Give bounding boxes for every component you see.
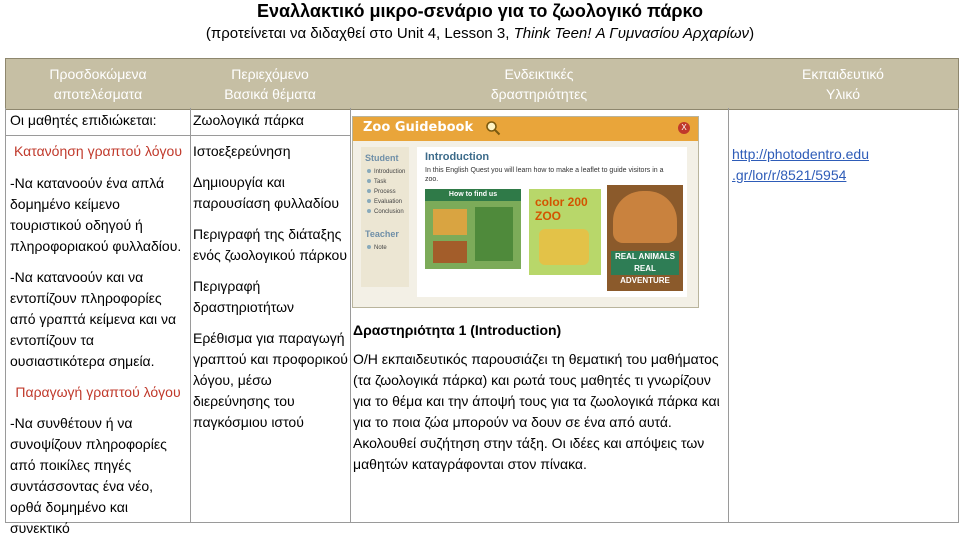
subtitle-book: Think Teen! Α Γυμνασίου Αρχαρίων [513, 25, 750, 42]
photodentro-link[interactable]: http://photodentro.edu .gr/lor/r/8521/5954 [732, 146, 869, 183]
content-item: Ερέθισμα για παραγωγή γραπτού και προφορικού λόγου, μέσω διερεύνησης του παγκόσμιου ιστού [193, 330, 348, 430]
material-cell [732, 144, 952, 186]
leaflet-thumbnail: How to find us [425, 189, 521, 269]
reading-comprehension-heading: Κατανόηση γραπτού λόγου [14, 143, 182, 159]
content-item: Ιστοεξερεύνηση [193, 143, 291, 159]
zoo-guidebook-screenshot [352, 116, 699, 308]
writing-production-heading: Παραγωγή γραπτού λόγου [15, 384, 181, 400]
outcome-text: -Να κατανοούν ένα απλά δομημένο κείμενο τουριστικού οδηγού ή πληροφοριακού φυλλαδίου. [10, 175, 182, 254]
leaflet-thumbnail: color 200 ZOO [529, 189, 601, 275]
content-cell [193, 108, 351, 433]
search-icon [485, 120, 501, 136]
page-subtitle [0, 24, 960, 44]
table-header [5, 58, 959, 110]
header-content: Περιεχόμενο Βασικά θέματα [224, 66, 316, 102]
header-material: Εκπαιδευτικό Υλικό [802, 66, 884, 102]
subtitle-suffix: ) [749, 25, 755, 42]
outcomes-intro: Οι μαθητές επιδιώκεται: [10, 112, 157, 128]
page-title: Εναλλακτικό μικρο-σενάριο για το ζωολογικό πάρκο [257, 1, 703, 21]
header-activities: Ενδεικτικές δραστηριότητες [490, 66, 588, 102]
content-item: Περιγραφή δραστηριοτήτων [193, 278, 295, 315]
close-icon: X [678, 122, 690, 134]
outcome-text: -Να κατανοούν και να εντοπίζουν πληροφορίες από γραπτά κείμενα και να εντοπίζουν τα ουσιαστικότερα σημεία. [10, 269, 177, 369]
expected-outcomes-cell [10, 108, 186, 539]
guidebook-logo: Zoo Guidebook [363, 120, 474, 135]
outcome-text: -Να συνθέτουν ή να συνοψίζουν πληροφορίες από ποικίλες πηγές συντάσσοντας ένα νέο, ορθά δομημένο και συνεκτικό [10, 415, 167, 536]
activity-description: Ο/Η εκπαιδευτικός παρουσιάζει τη θεματική του μαθήματος (τα ζωολογικά πάρκα) και ρωτά τους μαθητές τι γνωρίζουν για το θέμα και την άποψή τους για τα ζωολογικά πάρκα και για το ποια ζώα μπορούν να δουν σε ένα από αυτά. Ακολουθεί συζήτηση στην τάξη. Οι ιδέες και απόψεις των μαθητών καταγράφονται στον πίνακα. [353, 351, 720, 472]
content-item: Περιγραφή της διάταξης ενός ζωολογικού πάρκου [193, 226, 347, 263]
header-expected-outcomes: Προσδοκώμενα αποτελέσματα [49, 66, 147, 102]
guidebook-sidebar: Student Introduction Task Process Evaluation Conclusion Teacher Note [361, 147, 409, 287]
leaflet-thumbnail: REAL ANIMALS REAL ADVENTURE [607, 185, 683, 291]
content-item: Δημιουργία και παρουσίαση φυλλαδίου [193, 174, 340, 211]
activity-title: Δραστηριότητα 1 (Introduction) [353, 322, 562, 338]
subtitle-prefix: (προτείνεται να διδαχθεί στο Unit 4, Lesson 3, [205, 25, 514, 42]
content-topic: Ζωολογικά πάρκα [193, 112, 304, 128]
activities-cell [353, 320, 725, 475]
guidebook-main: Introduction In this English Quest you will learn how to make a leaflet to guide visitors in a zoo. How to find us color 200 ZOO REAL ANIMALS REAL ADVENTURE [417, 147, 687, 297]
